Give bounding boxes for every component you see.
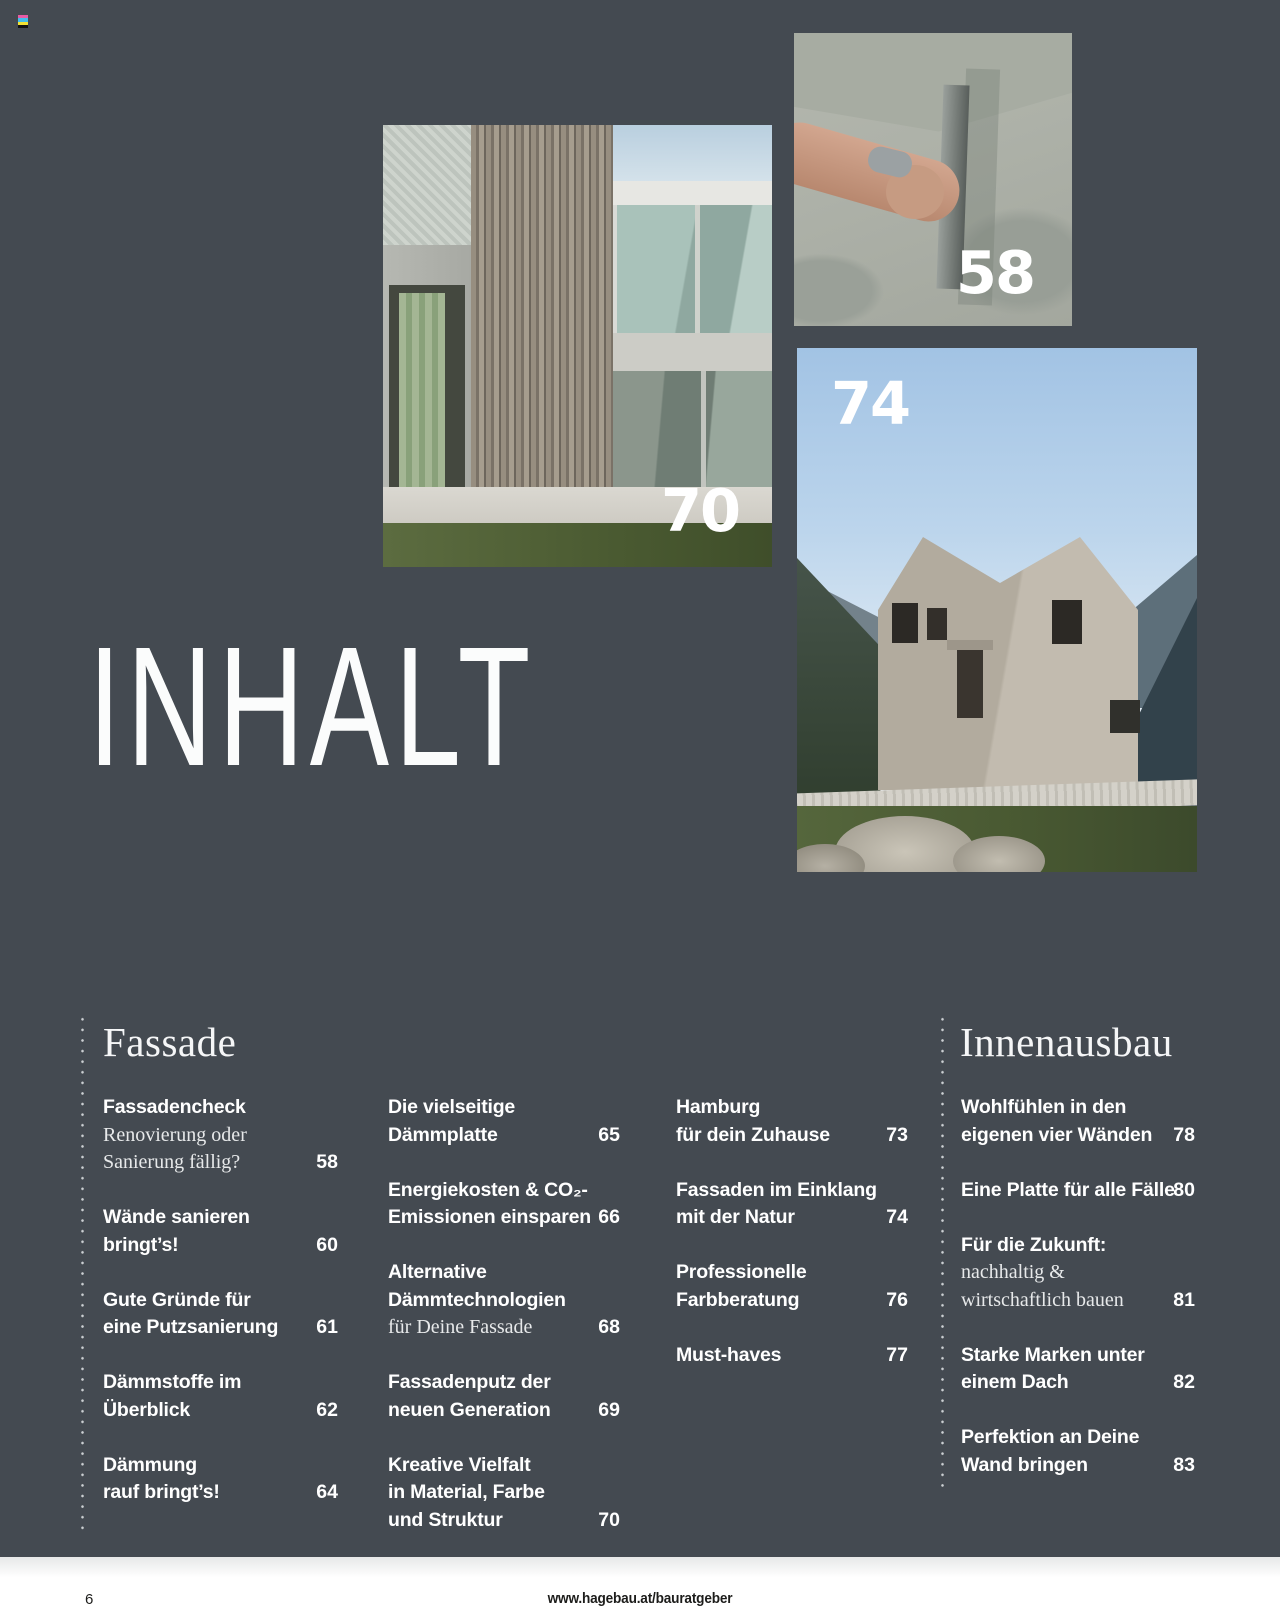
photo-page-label: 58 [955, 238, 1034, 307]
toc-page-number: 73 [886, 1123, 908, 1146]
toc-entry-line [961, 1287, 1195, 1315]
toc-entry-text: für dein Zuhause [676, 1123, 830, 1146]
toc-entry-text: Fassaden im Einklang [676, 1178, 877, 1201]
toc-entry-line [388, 1122, 620, 1150]
toc-entry-line [103, 1369, 338, 1397]
toc-entry-text: eigenen vier Wänden [961, 1123, 1153, 1146]
toc-entry-text: Die vielseitige [388, 1096, 516, 1118]
toc-column-1 [103, 1094, 338, 1534]
photo-plastering [794, 33, 1072, 326]
toc-entry-text: Renovierung oder [103, 1123, 247, 1146]
roof-fascia-illustration [613, 181, 772, 205]
toc-entry-text: Emissionen einsparen [388, 1206, 591, 1228]
toc-entry [388, 1177, 620, 1232]
toc-entry-line [103, 1479, 338, 1507]
dotted-divider-right [941, 1014, 944, 1490]
toc-page-number: 68 [598, 1316, 620, 1338]
toc-entry-text: für Deine Fassade [388, 1316, 533, 1338]
toc-page-number: 74 [886, 1206, 908, 1228]
toc-entry-text: Starke Marken unter [961, 1343, 1145, 1366]
toc-page-number: 69 [598, 1398, 620, 1421]
toc-entry [103, 1287, 338, 1342]
toc-entry-text: Sanierung fällig? [103, 1151, 241, 1173]
toc-entry [388, 1452, 620, 1535]
photo-twin-gable-house [797, 348, 1197, 872]
toc-entry-line [961, 1122, 1195, 1150]
photo-page-label: 70 [661, 476, 740, 545]
toc-entry [961, 1424, 1195, 1479]
mid-wall-band-illustration [613, 333, 772, 371]
toc-page-number: 64 [316, 1481, 338, 1503]
toc-entry-text: Dämmstoffe im [103, 1371, 242, 1393]
registration-mark-stripe [18, 25, 28, 28]
toc-entry-line [961, 1369, 1195, 1397]
toc-entry [961, 1232, 1195, 1315]
toc-entry-text: Wohlfühlen in den [961, 1096, 1127, 1118]
toc-entry-line [388, 1287, 620, 1315]
toc-page-number: 60 [316, 1233, 338, 1256]
toc-entry-text: Alternative [388, 1261, 487, 1283]
toc-entry-text: Must-haves [676, 1343, 782, 1366]
upper-glазing-illustration [613, 205, 772, 333]
toc-entry-line [961, 1342, 1195, 1370]
toc-entry [676, 1342, 908, 1370]
toc-entry-text: Dämmtechnologien [388, 1288, 566, 1311]
toc-entry-line [388, 1369, 620, 1397]
toc-entry-line [103, 1287, 338, 1315]
toc-entry-line [103, 1397, 338, 1425]
toc-page-number: 66 [598, 1206, 620, 1228]
toc-entry-text: Fassadencheck [103, 1096, 246, 1118]
toc-entry-text: rauf bringt’s! [103, 1481, 220, 1503]
toc-entry-line [388, 1094, 620, 1122]
photo-wood-facade-house [383, 125, 772, 567]
toc-entry [103, 1369, 338, 1424]
toc-entry [676, 1259, 908, 1314]
door-illustration [957, 650, 983, 718]
toc-entry-line [388, 1177, 620, 1205]
toc-entry-line [961, 1094, 1195, 1122]
toc-entry-line [388, 1259, 620, 1287]
toc-page-number: 58 [316, 1151, 338, 1173]
toc-column-3 [676, 1094, 908, 1397]
dotted-divider-left [81, 1014, 84, 1532]
toc-entry-text: Kreative Vielfalt [388, 1453, 531, 1476]
toc-entry [961, 1177, 1195, 1205]
toc-column-4 [961, 1094, 1195, 1507]
toc-entry-text: Dämmung [103, 1453, 197, 1476]
toc-entry [388, 1094, 620, 1149]
toc-entry-text: eine Putzsanierung [103, 1316, 279, 1338]
toc-entry [103, 1204, 338, 1259]
toc-entry-line [103, 1094, 338, 1122]
window-illustration [1110, 700, 1140, 733]
window-illustration [1052, 600, 1082, 644]
toc-entry [961, 1342, 1195, 1397]
toc-entry-text: Perfektion an Deine [961, 1426, 1140, 1448]
toc-entry-line [103, 1452, 338, 1480]
toc-entry-text: Eine Platte für alle Fälle [961, 1178, 1175, 1201]
toc-entry-text: in Material, Farbe [388, 1481, 545, 1503]
toc-entry-line [388, 1452, 620, 1480]
toc-page-number: 83 [1173, 1453, 1195, 1476]
toc-page-number: 65 [598, 1123, 620, 1146]
toc-entry-line [103, 1232, 338, 1260]
toc-entry-text: Fassadenputz der [388, 1371, 551, 1393]
toc-entry-line [388, 1507, 620, 1535]
toc-entry-text: neuen Generation [388, 1398, 551, 1421]
toc-entry [676, 1094, 908, 1149]
registration-mark [18, 15, 28, 28]
toc-entry-text: bringt’s! [103, 1233, 179, 1256]
toc-entry-line [961, 1424, 1195, 1452]
photo-page-label: 74 [831, 369, 910, 438]
toc-entry-line [103, 1149, 338, 1177]
toc-page-number: 78 [1173, 1123, 1195, 1146]
toc-entry-text: einem Dach [961, 1371, 1069, 1393]
toc-entry-line [961, 1232, 1195, 1260]
toc-entry-text: Energiekosten & CO₂- [388, 1178, 588, 1201]
toc-entry-line [676, 1177, 908, 1205]
toc-entry-line [676, 1287, 908, 1315]
toc-entry-line [676, 1204, 908, 1232]
toc-entry [103, 1452, 338, 1507]
toc-entry-line [676, 1259, 908, 1287]
toc-entry [388, 1369, 620, 1424]
porch-roof-illustration [947, 640, 993, 650]
toc-entry-text: Wände sanieren [103, 1206, 250, 1228]
toc-entry-line [676, 1342, 908, 1370]
toc-entry-text: Gute Gründe für [103, 1288, 251, 1311]
footer-page-number: 6 [85, 1591, 94, 1608]
toc-page-number: 80 [1173, 1178, 1195, 1201]
toc-entry-line [103, 1314, 338, 1342]
toc-entry-line [676, 1122, 908, 1150]
toc-page-number: 62 [316, 1398, 338, 1421]
toc-entry-text: nachhaltig & [961, 1261, 1065, 1283]
toc-entry-text: Dämmplatte [388, 1123, 498, 1146]
toc-page-number: 61 [316, 1316, 338, 1338]
toc-page-number: 70 [598, 1508, 620, 1531]
section-heading-innenausbau: Innenausbau [960, 1019, 1173, 1065]
toc-entry-text: mit der Natur [676, 1206, 795, 1228]
section-heading-fassade: Fassade [103, 1019, 237, 1065]
toc-page-number: 81 [1173, 1288, 1195, 1311]
toc-entry [103, 1094, 338, 1177]
toc-entry-line [388, 1397, 620, 1425]
toc-entry-line [961, 1452, 1195, 1480]
toc-entry-text: und Struktur [388, 1508, 503, 1531]
toc-entry-text: Hamburg [676, 1096, 761, 1118]
window-mullion-illustration [695, 205, 700, 333]
toc-column-2 [388, 1094, 620, 1562]
toc-entry-line [103, 1204, 338, 1232]
footer [0, 1557, 1280, 1616]
window-illustration [892, 603, 918, 643]
toc-entry-text: Für die Zukunft: [961, 1233, 1107, 1256]
lower-glazing-illustration [613, 371, 772, 493]
toc-entry-text: Farbberatung [676, 1288, 800, 1311]
footer-url: www.hagebau.at/bauratgeber [547, 1591, 733, 1607]
toc-page-number: 76 [886, 1288, 908, 1311]
toc-entry-line [388, 1314, 620, 1342]
toc-entry [961, 1094, 1195, 1149]
toc-entry-line [961, 1259, 1195, 1287]
toc-entry-line [388, 1479, 620, 1507]
twin-gable-house-illustration [875, 533, 1141, 790]
toc-entry-text: Wand bringen [961, 1453, 1088, 1476]
toc-entry-text: Überblick [103, 1398, 191, 1421]
toc-entry [676, 1177, 908, 1232]
toc-entry [388, 1259, 620, 1342]
toc-page-number: 77 [886, 1343, 908, 1366]
toc-entry-line [103, 1122, 338, 1150]
window-illustration [927, 608, 947, 640]
toc-entry-text: Professionelle [676, 1261, 807, 1283]
toc-entry-text: wirtschaftlich bauen [961, 1288, 1124, 1311]
toc-entry-line [388, 1204, 620, 1232]
toc-page-number: 82 [1173, 1371, 1195, 1393]
window-mullion-illustration [701, 371, 706, 493]
page-title: INHALT [88, 612, 536, 802]
mesh-balcony-illustration [383, 125, 471, 245]
toc-entry-line [676, 1094, 908, 1122]
toc-entry-line [961, 1177, 1195, 1205]
